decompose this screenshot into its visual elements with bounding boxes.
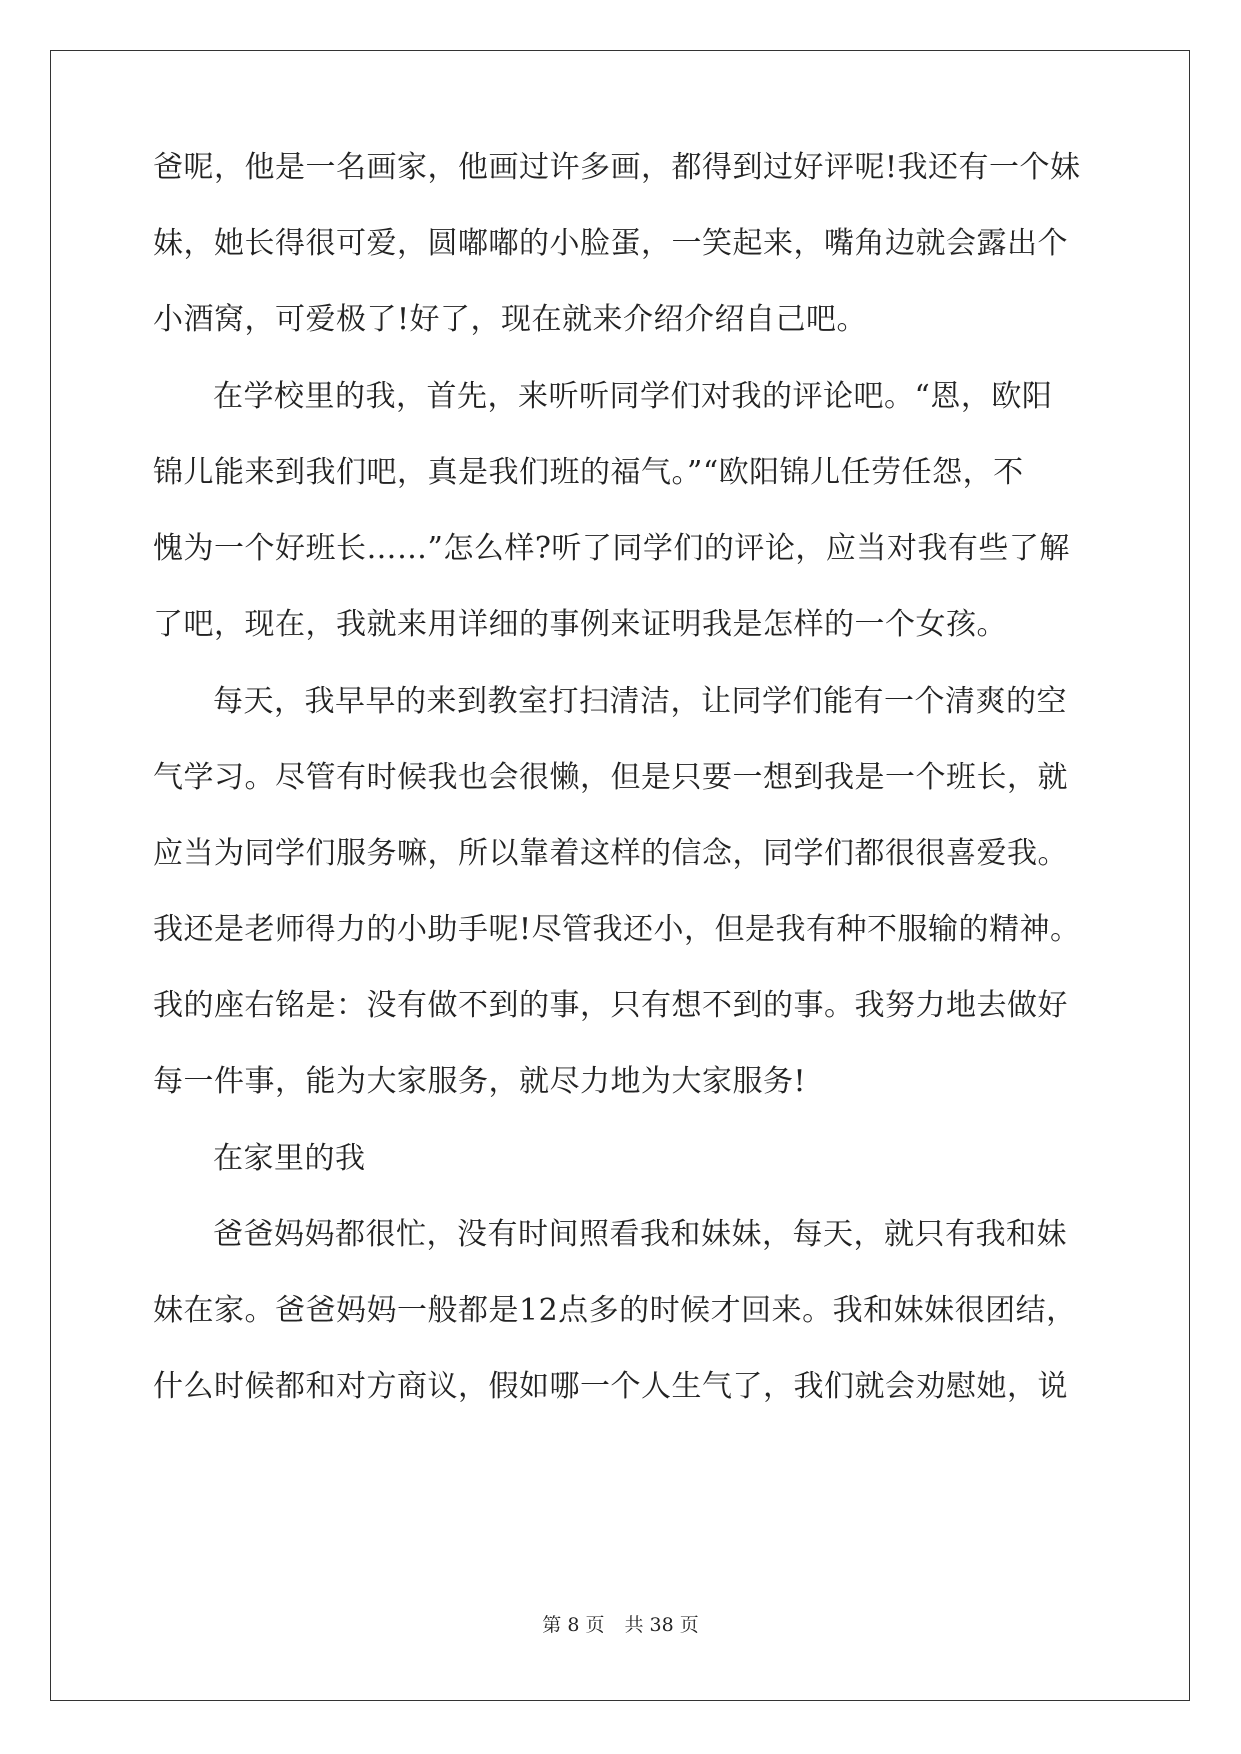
paragraph-start-line: 每天，我早早的来到教室打扫清洁，让同学们能有一个清爽的空 <box>213 684 1067 719</box>
text-line: 什么时候都和对方商议，假如哪一个人生气了，我们就会劝慰她，说 <box>153 1369 1068 1404</box>
text-line: 妹在家。爸爸妈妈一般都是12点多的时候才回来。我和妹妹很团结， <box>153 1293 1077 1328</box>
page-number: 第 8 页 <box>542 1614 605 1636</box>
page-footer <box>0 1610 1241 1637</box>
paragraph-start-line: 爸爸妈妈都很忙，没有时间照看我和妹妹，每天，就只有我和妹 <box>213 1217 1067 1252</box>
paragraph-start-line: 在学校里的我，首先，来听听同学们对我的评论吧。“恩，欧阳 <box>213 379 1053 414</box>
text-line: 小酒窝，可爱极了!好了，现在就来介绍介绍自己吧。 <box>153 302 868 337</box>
page-total: 共 38 页 <box>624 1614 699 1636</box>
text-line: 了吧，现在，我就来用详细的事例来证明我是怎样的一个女孩。 <box>153 607 1007 642</box>
section-heading-line: 在家里的我 <box>213 1141 366 1176</box>
text-line: 我的座右铭是：没有做不到的事，只有想不到的事。我努力地去做好 <box>153 988 1068 1023</box>
text-line: 锦儿能来到我们吧，真是我们班的福气。”“欧阳锦儿任劳任怨，不 <box>153 455 1024 490</box>
text-line: 应当为同学们服务嘛，所以靠着这样的信念，同学们都很很喜爱我。 <box>153 836 1068 871</box>
text-line: 我还是老师得力的小助手呢!尽管我还小，但是我有种不服输的精神。 <box>153 912 1081 947</box>
text-line: 爸呢，他是一名画家，他画过许多画，都得到过好评呢!我还有一个妹 <box>153 150 1081 185</box>
text-line: 气学习。尽管有时候我也会很懒，但是只要一想到我是一个班长，就 <box>153 760 1068 795</box>
text-line: 每一件事，能为大家服务，就尽力地为大家服务! <box>153 1064 807 1099</box>
text-line: 愧为一个好班长……”怎么样?听了同学们的评论，应当对我有些了解 <box>153 531 1070 566</box>
text-line: 妹，她长得很可爱，圆嘟嘟的小脸蛋，一笑起来，嘴角边就会露出个 <box>153 226 1068 261</box>
